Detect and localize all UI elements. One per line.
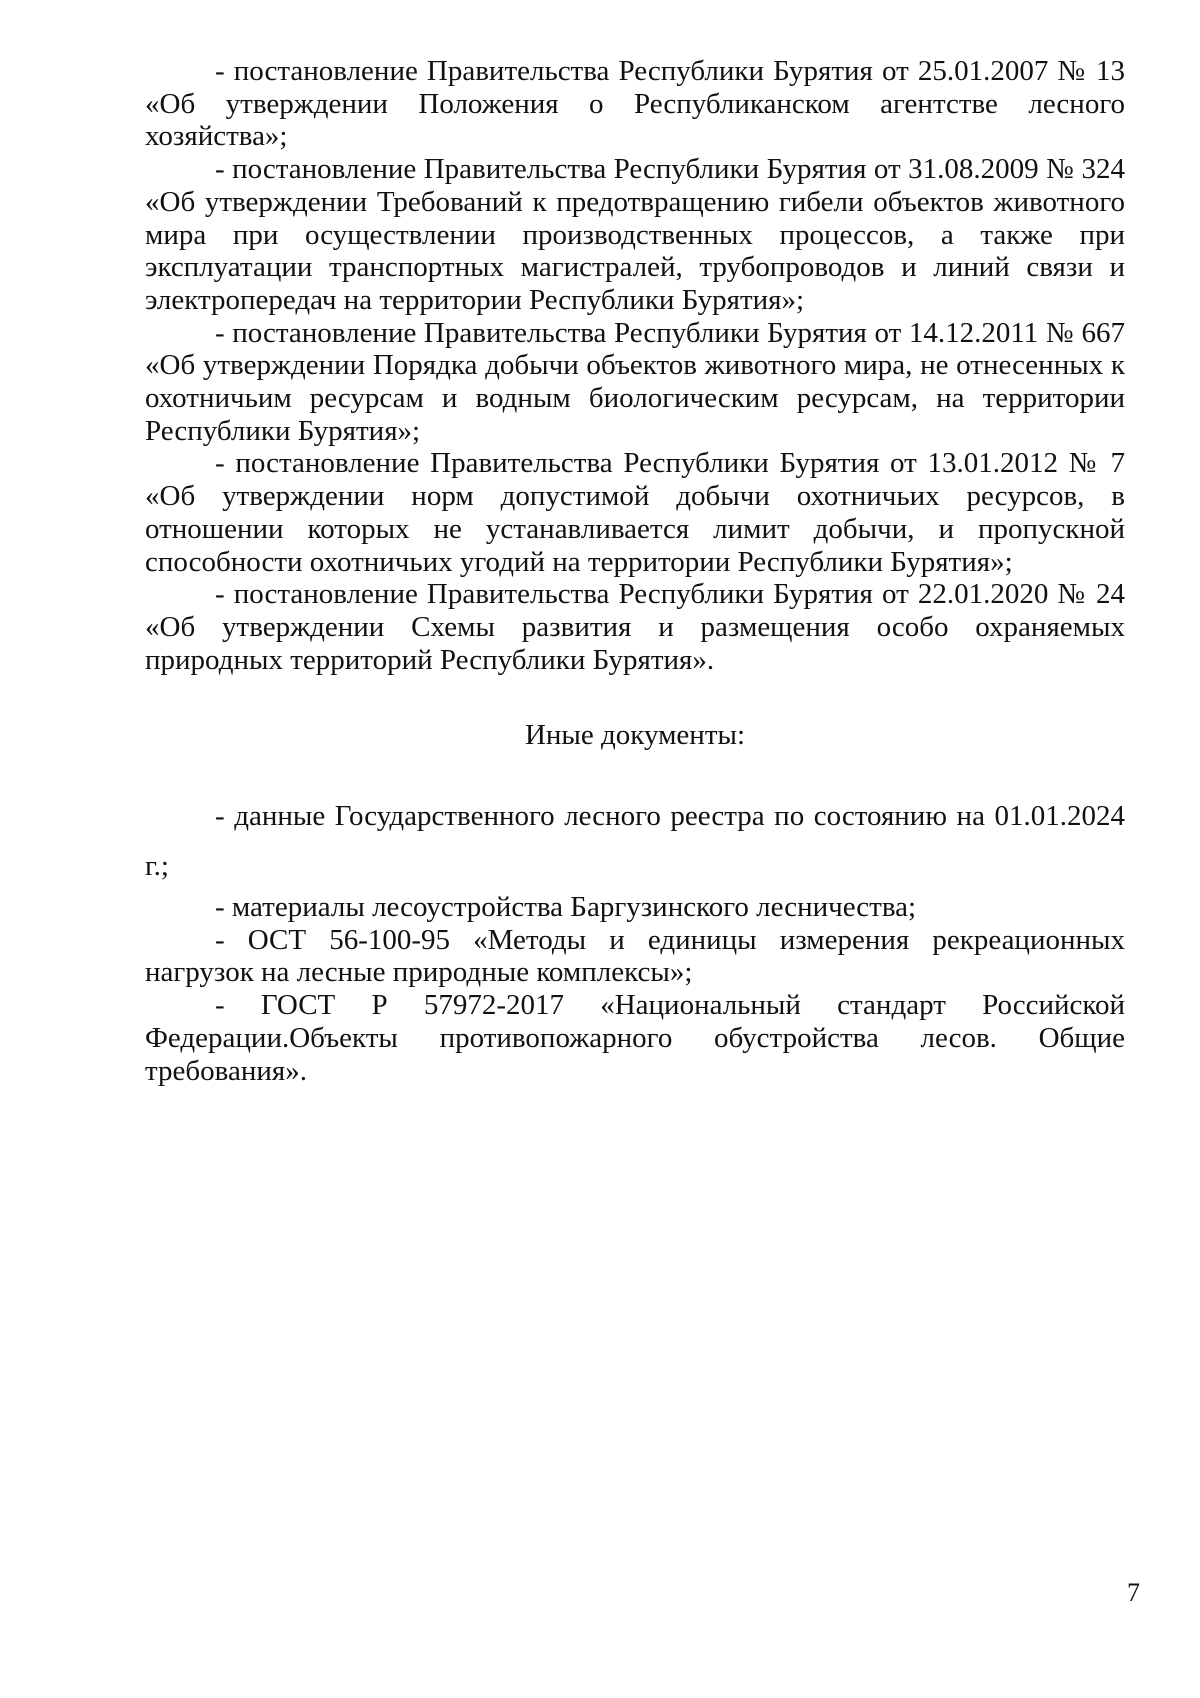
other-document-item: - ГОСТ Р 57972-2017 «Национальный стандарт Российской Федерации.Объекты противопожарного обустройства лесов. Общие требования». [145,989,1125,1087]
legal-act-item: - постановление Правительства Республики Бурятия от 25.01.2007 № 13 «Об утверждении Положения о Республиканском агентстве лесного хозяйства»; [145,55,1125,153]
other-document-item: - ОСТ 56-100-95 «Методы и единицы измерения рекреационных нагрузок на лесные природные комплексы»; [145,923,1125,989]
other-document-item: - данные Государственного лесного реестра по состоянию на 01.01.2024 г.; [145,800,1125,883]
legal-act-item: - постановление Правительства Республики Бурятия от 22.01.2020 № 24 «Об утверждении Схемы развития и размещения особо охраняемых природных территорий Республики Бурятия». [145,578,1125,676]
other-document-item: - материалы лесоустройства Баргузинского лесничества; [215,891,917,924]
section-heading-other-documents: Иные документы: [524,719,746,752]
legal-act-item: - постановление Правительства Республики Бурятия от 13.01.2012 № 7 «Об утверждении норм допустимой добычи охотничьих ресурсов, в отношении которых не устанавливается лимит добычи, и пропускной способности охотничьих угодий на территории Республики Бурятия»; [145,447,1125,578]
page-number: 7 [1127,1578,1140,1607]
other-documents-list [145,791,1125,1087]
legal-act-item: - постановление Правительства Республики Бурятия от 14.12.2011 № 667 «Об утверждении Порядка добычи объектов животного мира, не отнесенных к охотничьим ресурсам и водным биологическим ресурсам, на территории Республики Бурятия»; [145,316,1125,447]
page-content [145,55,1125,1087]
legal-act-item: - постановление Правительства Республики Бурятия от 31.08.2009 № 324 «Об утверждении Требований к предотвращению гибели объектов животного мира при осуществлении производственных процессов, а также при эксплуатации транспортных магистралей, трубопроводов и линий связи и электропередач на территории Республики Бурятия»; [145,153,1125,316]
